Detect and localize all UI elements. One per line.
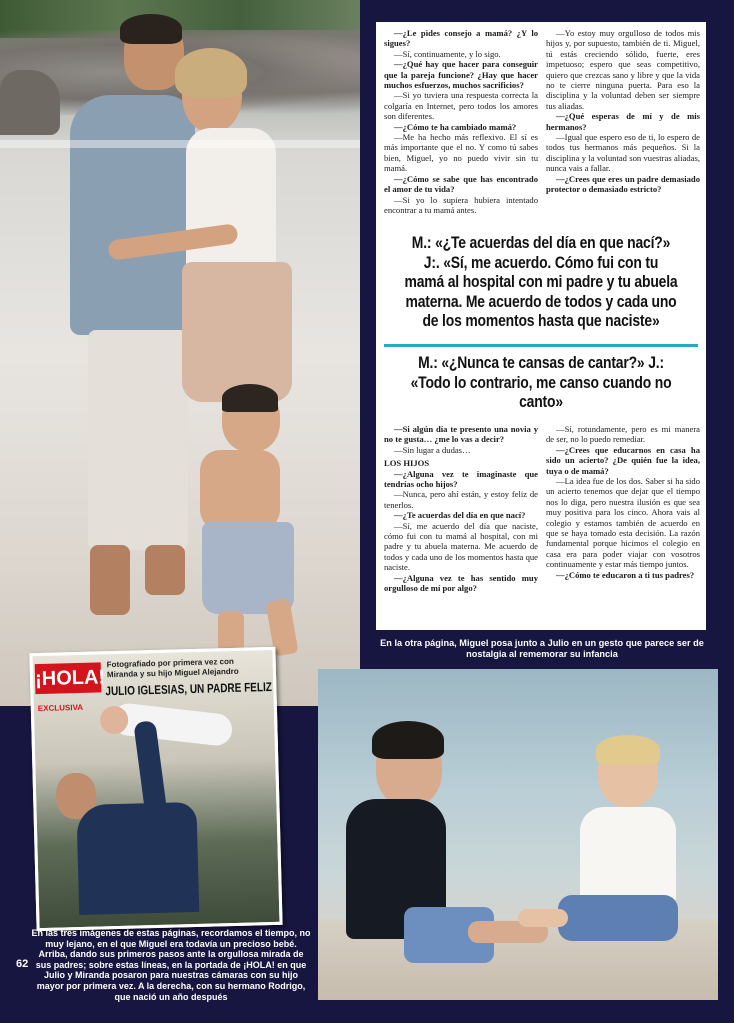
interview-question: —¿Cómo te educaron a ti tus padres? [556,569,695,580]
interview-answer: —Sí, me acuerdo del día que naciste, cómo fui con tu mamá al hospital, con mi padre y tu abuela materna. Me acuerdo de todos y cada uno de los momentos hasta que naciste. [384,520,538,573]
interview-column-2-top [546,28,700,195]
interview-question: —¿Cómo te ha cambiado mamá? [394,121,517,132]
interview-answer: —Sin lugar a dudas… [394,444,471,455]
cover-exclusive-badge: EXCLUSIVA [37,702,84,714]
pull-quote-birth: M.: «¿Te acuerdas del día en que nací?» J:. «Sí, me acuerdo. Cómo fui con tu mamá al hospital con mi padre y tu abuela materna. Me acuerdo de todos y cada uno de los momentos hasta que naciste» [404,234,678,330]
interview-question: —¿Cómo se sabe que has encontrado el amor de tu vida? [384,173,538,195]
pull-quote-singing: M.: «¿Nunca te cansas de cantar?» J.: «Todo lo contrario, me canso cuando no canto» [410,354,672,411]
interview-answer: —Si yo tuviera una respuesta correcta la colgaría en Internet, pero todos los amores son diferentes. [384,90,538,122]
section-heading: LOS HIJOS [384,458,430,469]
interview-question: —¿Qué hay que hacer para conseguir que la pareja funcione? ¿Hay que hacer muchos esfuerzos, muchos sacrificios? [384,59,538,91]
brothers-beach-photo [318,669,718,1000]
cover-headline: JULIO IGLESIAS, UN PADRE FELIZ [105,679,273,699]
caption-right-photo: En la otra página, Miguel posa junto a Julio en un gesto que parece ser de nostalgia al rememorar su infancia [380,638,704,659]
interview-question: —¿Te acuerdas del día en que nací? [394,510,526,521]
cover-teaser: Fotografiado por primera vez con Miranda y su hijo Miguel Alejandro [106,656,239,679]
caption-left-photos: En las tres imágenes de estas páginas, recordamos el tiempo, no muy lejano, en el que Miguel era todavía un precioso bebé. Arriba, dando sus primeros pasos ante la orgullosa mirada de sus padres; sobre estas líneas, en la portada de ¡HOLA! en que Julio y Miranda posaron para nuestras cámaras con su hijo mayor por primera vez. A la derecha, con su hermano Rodrigo, que nació un año después [31,928,311,1002]
page-number: 62 [16,958,29,970]
interview-answer: —Me ha hecho más reflexivo. El sí es más importante que el no. Y como tú sabes bien, Miguel, yo no puedo vivir sin tu mamá. [384,132,538,174]
interview-answer: —Sí, continuamente, y lo sigo. [394,48,501,59]
interview-column-1-bottom [384,424,538,594]
interview-answer: —Igual que espero eso de ti, lo espero de todos tus hermanos más pequeños. Si la disciplina y la voluntad son vuestras aliadas, nunca vais a fallar. [546,132,700,174]
quote-divider [384,344,698,347]
interview-answer: —Nunca, pero ahí están, y estoy feliz de tenerlos. [384,489,538,510]
family-beach-photo [0,0,360,706]
interview-answer: —Sí, rotundamente, pero es mi manera de ser, no lo puedo remediar. [546,424,700,445]
interview-question: —¿Crees que educarnos en casa ha sido un acierto? ¿De quién fue la idea, tuya o de mamá? [546,444,700,476]
article-panel [376,22,706,630]
interview-question: —¿Alguna vez te imaginaste que tendrías ocho hijos? [384,468,538,490]
interview-answer: —Si yo lo supiera hubiera intentado encontrar a tu mamá antes. [384,194,538,215]
interview-question: —¿Le pides consejo a mamá? ¿Y lo sigues? [384,28,538,49]
hola-logo: ¡HOLA! [35,662,102,694]
interview-answer: —Yo estoy muy orgulloso de todos mis hijos y, por supuesto, también de ti. Miguel, tú estás creciendo sólido, fuerte, eres impetuoso; espero que seas competitivo, quiero que crezcas sano y libre y que la vida no te cierre ninguna puerta. Para eso la disciplina y la voluntad deben ser siempre tus aliadas. [546,28,700,111]
interview-question: —¿Qué esperas de mí y de mis hermanos? [546,111,700,132]
interview-question: —¿Crees que eres un padre demasiado protector o demasiado estricto? [546,173,700,195]
hola-magazine-cover [29,647,282,931]
interview-answer: —La idea fue de los dos. Saber si ha sido un acierto tenemos que dejar que el tiempo nos lo diga, pero nuestra ilusión es que sea muy positiva para los cinco. Ahora vais al colegio y estamos también de acuerdo en que se haya tomado esta decisión. La razón fundamental porque hicimos el colegio en casa era para poder viajar con vosotros continuamente y estar más tiempo juntos. [546,476,700,570]
interview-column-2-bottom [546,424,700,580]
interview-question: —Si algún día te presento una novia y no te gusta… ¿me lo vas a decir? [384,424,538,445]
interview-question: —¿Alguna vez te has sentido muy orgulloso de mí por algo? [384,572,538,594]
interview-column-1-top [384,28,538,215]
